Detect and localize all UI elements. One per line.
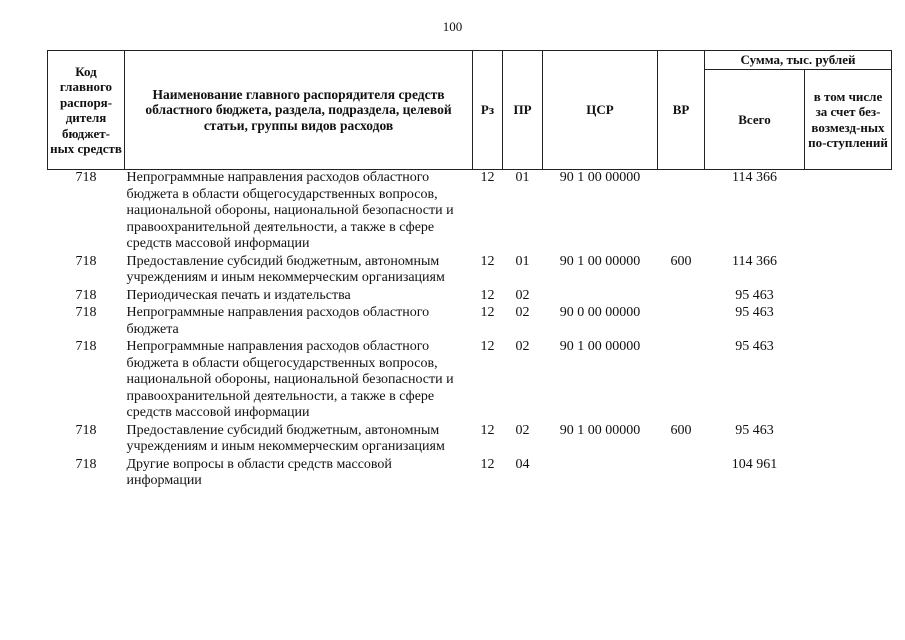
cell-name: Непрограммные направления расходов областного бюджета bbox=[126, 305, 430, 337]
cell-rz: 12 bbox=[480, 287, 495, 303]
cell-vr: 600 bbox=[670, 253, 692, 269]
cell-total: 95 463 bbox=[735, 422, 774, 438]
cell-incl bbox=[805, 423, 892, 457]
cell-kod: 718 bbox=[75, 287, 97, 303]
cell-incl bbox=[805, 339, 892, 423]
cell-pr: 02 bbox=[515, 287, 530, 303]
table-body bbox=[48, 170, 892, 491]
cell-kod: 718 bbox=[75, 170, 97, 185]
header-vr: ВР bbox=[658, 51, 705, 170]
table-row bbox=[48, 305, 892, 339]
cell-total: 95 463 bbox=[735, 305, 774, 320]
cell-kod: 718 bbox=[75, 422, 97, 438]
cell-rz: 12 bbox=[480, 422, 495, 438]
budget-table bbox=[47, 50, 892, 491]
cell-pr: 02 bbox=[515, 339, 530, 354]
header-total: Всего bbox=[705, 70, 805, 170]
cell-csr: 90 1 00 00000 bbox=[559, 339, 641, 354]
cell-name: Непрограммные направления расходов областного бюджета в области общегосударственных вопросов, национальной обороны, национальной безопасности и правоохранительной деятельности, а также в сфере средств массовой информации bbox=[126, 339, 454, 420]
cell-vr bbox=[658, 305, 705, 339]
header-name: Наименование главного распорядителя средств областного бюджета, раздела, подраздела, целевой статьи, группы видов расходов bbox=[125, 51, 473, 170]
cell-rz: 12 bbox=[480, 305, 495, 320]
table-row bbox=[48, 254, 892, 288]
cell-csr bbox=[543, 457, 658, 491]
cell-total: 114 366 bbox=[732, 170, 777, 185]
cell-pr: 02 bbox=[515, 422, 530, 438]
cell-total: 95 463 bbox=[735, 339, 774, 354]
cell-vr: 600 bbox=[670, 422, 692, 438]
cell-vr bbox=[658, 170, 705, 254]
cell-vr bbox=[658, 339, 705, 423]
table-row bbox=[48, 423, 892, 457]
cell-incl bbox=[805, 254, 892, 288]
cell-pr: 01 bbox=[515, 170, 530, 185]
cell-pr: 04 bbox=[515, 456, 530, 472]
cell-rz: 12 bbox=[480, 456, 495, 472]
cell-kod: 718 bbox=[75, 305, 97, 320]
table-row bbox=[48, 457, 892, 491]
cell-kod: 718 bbox=[75, 253, 97, 269]
cell-rz: 12 bbox=[480, 339, 495, 354]
header-csr: ЦСР bbox=[543, 51, 658, 170]
cell-total: 95 463 bbox=[735, 287, 774, 303]
cell-name: Предоставление субсидий бюджетным, автономным учреждениям и иным некоммерческим организациям bbox=[126, 422, 445, 454]
cell-name: Непрограммные направления расходов областного бюджета в области общегосударственных вопросов, национальной обороны, национальной безопасности и правоохранительной деятельности, а также в сфере средств массовой информации bbox=[126, 170, 454, 251]
cell-pr: 01 bbox=[515, 253, 530, 269]
table-header bbox=[48, 51, 892, 170]
cell-incl bbox=[805, 288, 892, 306]
cell-vr bbox=[658, 288, 705, 306]
cell-total: 114 366 bbox=[732, 253, 777, 269]
cell-csr: 90 1 00 00000 bbox=[559, 253, 641, 269]
table-row bbox=[48, 170, 892, 254]
cell-csr: 90 1 00 00000 bbox=[559, 170, 641, 185]
header-sum: Сумма, тыс. рублей bbox=[705, 51, 892, 70]
header-rz: Рз bbox=[473, 51, 503, 170]
cell-name: Предоставление субсидий бюджетным, автономным учреждениям и иным некоммерческим организациям bbox=[126, 253, 445, 285]
cell-incl bbox=[805, 457, 892, 491]
cell-pr: 02 bbox=[515, 305, 530, 320]
header-pr: ПР bbox=[503, 51, 543, 170]
cell-kod: 718 bbox=[75, 456, 97, 472]
cell-csr: 90 1 00 00000 bbox=[559, 422, 641, 438]
table-row bbox=[48, 339, 892, 423]
cell-name: Периодическая печать и издательства bbox=[126, 287, 351, 303]
page-number: 100 bbox=[442, 19, 463, 34]
cell-name: Другие вопросы в области средств массовой информации bbox=[126, 456, 392, 488]
cell-total: 104 961 bbox=[731, 456, 778, 472]
cell-incl bbox=[805, 305, 892, 339]
cell-csr: 90 0 00 00000 bbox=[559, 305, 641, 320]
table-row bbox=[48, 288, 892, 306]
cell-rz: 12 bbox=[480, 253, 495, 269]
header-incl: в том числе за счет без-возмезд-ных по-ступлений bbox=[805, 70, 892, 170]
cell-csr bbox=[543, 288, 658, 306]
cell-kod: 718 bbox=[75, 339, 97, 354]
cell-rz: 12 bbox=[480, 170, 495, 185]
cell-incl bbox=[805, 170, 892, 254]
cell-vr bbox=[658, 457, 705, 491]
header-kod: Код главного распоря-дителя бюджет-ных средств bbox=[48, 51, 125, 170]
